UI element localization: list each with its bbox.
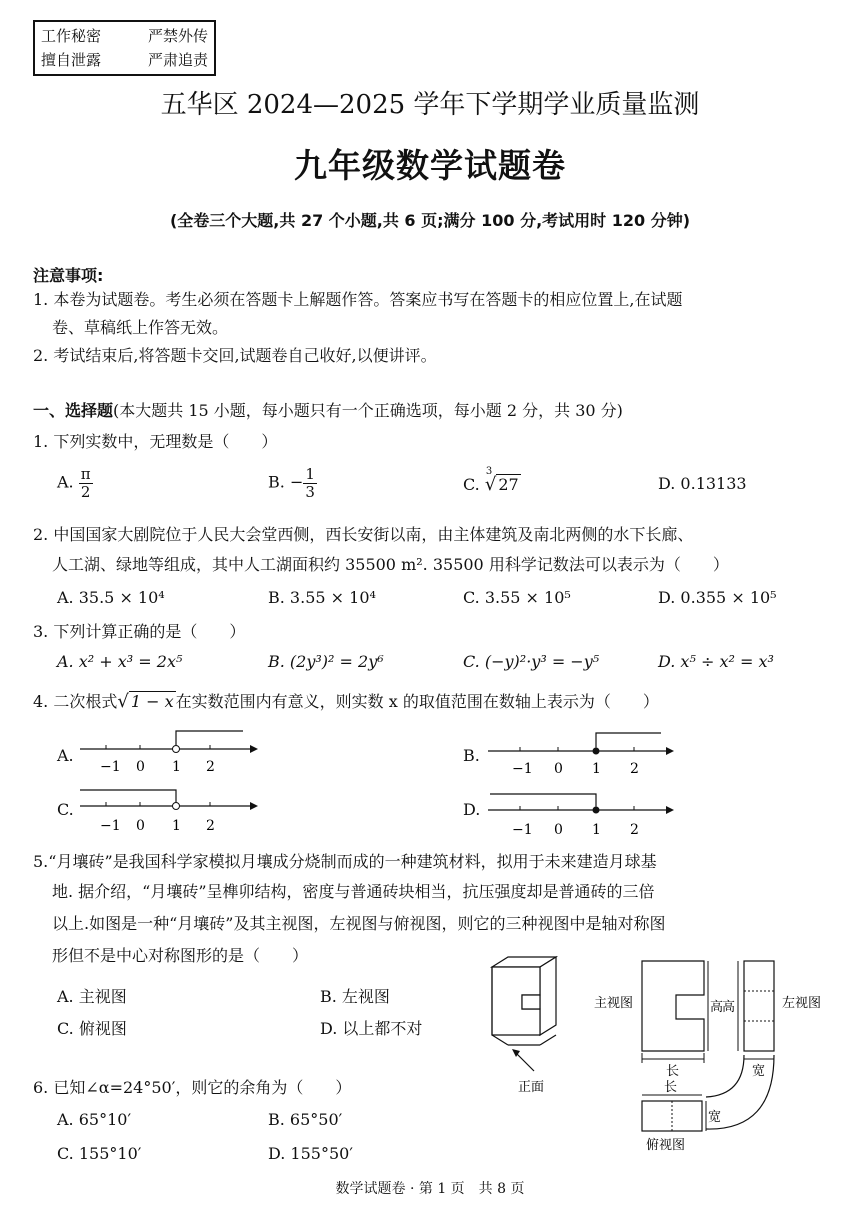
range-marker [490, 794, 596, 806]
q6-option-d: D. 155°50′ [268, 1144, 353, 1163]
arrow-icon [250, 802, 258, 810]
radicand: 27 [498, 475, 519, 494]
q5-option-d: D. 以上都不对 [320, 1019, 423, 1038]
q5-stem-line4: 形但不是中心对称图形的是（ ） [52, 946, 309, 965]
option-label: C. [463, 475, 480, 494]
width-label: 宽 [708, 1110, 722, 1125]
main-view-shape [642, 961, 704, 1051]
brick-side-face [540, 957, 556, 1035]
section-label: 一、选择题 [33, 401, 114, 420]
q3-option-c: C. (−y)²·y³ = −y⁵ [463, 652, 600, 671]
q5-stem-line1: 5.“月壤砖”是我国科学家模拟月壤成分烧制而成的一种建筑材料，拟用于未来建造月球基 [33, 852, 657, 871]
q4-stem-pre: 4. 二次根式 [33, 692, 118, 711]
q4-stem [33, 690, 659, 714]
q1-option-d: D. 0.13133 [658, 474, 747, 493]
radical-icon: √ [484, 474, 497, 495]
root-index: 3 [485, 466, 493, 477]
tick-label: 2 [630, 822, 639, 838]
q4-number-line-b [486, 727, 676, 782]
exam-title: 五华区 2024—2025 学年下学期学业质量监测 [160, 90, 700, 120]
numerator: 1 [305, 465, 315, 483]
q6-stem: 6. 已知∠α=24°50′，则它的余角为（ ） [33, 1078, 352, 1097]
tick-label: 0 [554, 822, 563, 838]
q5-option-a: A. 主视图 [57, 987, 127, 1006]
q5-option-c: C. 俯视图 [57, 1019, 127, 1038]
range-marker [80, 790, 176, 802]
q5-option-b: B. 左视图 [320, 987, 390, 1006]
q5-stem-line3: 以上.如图是一种“月壤砖”及其主视图，左视图与俯视图，则它的三种视图中是轴对称图 [52, 914, 666, 933]
q2-option-d: D. 0.355 × 10⁵ [658, 588, 777, 607]
closed-point [593, 807, 600, 814]
front-label: 正面 [518, 1080, 545, 1095]
q4-option-c-label: C. [57, 800, 74, 819]
minus-sign: − [289, 472, 304, 492]
q4-option-a-label: A. [57, 746, 74, 765]
open-point [173, 746, 180, 753]
note-item-2: 2. 考试结束后,将答题卡交回,试题卷自己收好,以便讲评。 [33, 346, 437, 365]
tick-label: −1 [100, 818, 121, 834]
arrow-icon [666, 806, 674, 814]
range-marker [596, 733, 661, 747]
q2-stem-line1: 2. 中国国家大剧院位于人民大会堂西侧，西长安街以南，由主体建筑及南北两侧的水下长廊、 [33, 525, 694, 544]
section-1-header [33, 398, 623, 421]
tick-label: 0 [554, 761, 563, 777]
q4-stem-post: 在实数范围内有意义，则实数 x 的取值范围在数轴上表示为（ ） [175, 692, 659, 711]
tick-label: 1 [172, 818, 181, 834]
tick-label: 2 [206, 818, 215, 834]
moon-brick-figure [486, 955, 831, 1165]
left-view-label: 左视图 [782, 996, 822, 1011]
stamp-text: 工作秘密 [41, 27, 102, 45]
brick-notch [522, 995, 540, 1009]
range-marker [176, 731, 243, 745]
note-item-1: 1. 本卷为试题卷。考生必须在答题卡上解题作答。答案应书写在答题卡的相应位置上,在试题 [33, 290, 683, 309]
tick-label: −1 [100, 759, 121, 775]
top-view-label: 俯视图 [646, 1138, 686, 1153]
option-label: A. [57, 472, 74, 492]
q5-stem-line2: 地. 据介绍，“月壤砖”呈榫卯结构，密度与普通砖块相当，抗压强度却是普通砖的三倍 [52, 882, 655, 901]
front-arrow [516, 1053, 534, 1071]
q3-option-a: A. x² + x³ = 2x⁵ [57, 652, 183, 671]
page-footer: 数学试题卷 · 第 1 页 共 8 页 [335, 1181, 525, 1197]
denominator: 3 [305, 482, 315, 501]
tick-label: 0 [136, 759, 145, 775]
height-label: 高 [710, 1000, 724, 1015]
tick-label: 2 [630, 761, 639, 777]
stamp-text: 严肃追责 [147, 51, 208, 69]
closed-point [593, 748, 600, 755]
q1-stem: 1. 下列实数中，无理数是（ ） [33, 432, 278, 451]
fraction [79, 466, 93, 500]
q2-stem-line2: 人工湖、绿地等组成，其中人工湖面积约 35500 m². 35500 用科学记数法可以表示为（ ） [52, 555, 729, 574]
denominator: 2 [80, 482, 91, 501]
tick-label: −1 [512, 761, 533, 777]
q2-option-b: B. 3.55 × 10⁴ [268, 588, 376, 607]
brick-edge [492, 1035, 508, 1045]
stamp-text: 严禁外传 [147, 27, 208, 45]
q3-option-b: B. (2y³)² = 2y⁶ [268, 652, 384, 671]
brick-edge [540, 1035, 556, 1045]
length-label: 长 [664, 1080, 678, 1095]
note-item-1-cont: 卷、草稿纸上作答无效。 [52, 318, 229, 337]
main-view-label: 主视图 [594, 996, 634, 1011]
q1-option-c [463, 466, 521, 495]
q3-option-d: D. x⁵ ÷ x² = x³ [658, 652, 774, 671]
section-desc: (本大题共 15 小题，每小题只有一个正确选项，每小题 2 分，共 30 分) [113, 401, 623, 420]
tick-label: −1 [512, 822, 533, 838]
numerator: π [80, 465, 91, 483]
stamp-text: 擅自泄露 [41, 51, 102, 69]
q4-number-line-a [78, 725, 258, 780]
q4-number-line-d [486, 790, 676, 840]
open-point [173, 803, 180, 810]
q1-option-a [57, 466, 93, 500]
q4-number-line-c [78, 786, 258, 836]
confidential-stamp [33, 20, 216, 76]
fraction [303, 466, 317, 500]
q6-option-b: B. 65°50′ [268, 1110, 343, 1129]
tick-label: 0 [136, 818, 145, 834]
arrow-icon [250, 745, 258, 753]
q2-option-c: C. 3.55 × 10⁵ [463, 588, 571, 607]
q6-option-c: C. 155°10′ [57, 1144, 142, 1163]
projection-curve [706, 1055, 744, 1097]
q2-option-a: A. 35.5 × 10⁴ [57, 588, 165, 607]
tick-label: 1 [592, 822, 601, 838]
option-label: B. [268, 472, 285, 492]
paper-subtitle: (全卷三个大题,共 27 个小题,共 6 页;满分 100 分,考试用时 120 分钟) [169, 211, 691, 230]
left-view-shape [744, 961, 774, 1051]
tick-label: 2 [206, 759, 215, 775]
q6-option-a: A. 65°10′ [57, 1110, 132, 1129]
q4-option-d-label: D. [463, 800, 481, 819]
q3-stem: 3. 下列计算正确的是（ ） [33, 622, 246, 641]
notes-title: 注意事项: [33, 266, 104, 285]
height-label: 高 [722, 1000, 736, 1015]
radical-icon: √ [117, 691, 129, 712]
arrow-icon [666, 747, 674, 755]
tick-label: 1 [592, 761, 601, 777]
tick-label: 1 [172, 759, 181, 775]
paper-title: 九年级数学试题卷 [294, 146, 566, 185]
length-label: 长 [666, 1064, 680, 1079]
q4-option-b-label: B. [463, 746, 480, 765]
radicand: 1 − x [130, 692, 174, 711]
q1-option-b [268, 466, 317, 500]
width-label: 宽 [752, 1064, 766, 1079]
brick-3d-drawing [492, 957, 556, 1045]
